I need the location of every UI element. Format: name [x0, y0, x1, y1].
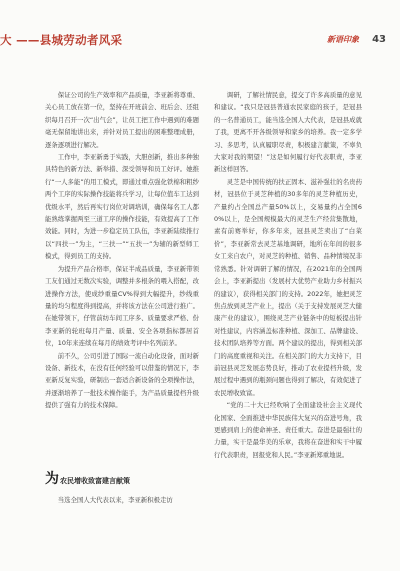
page-header — [0, 30, 400, 52]
paragraph: 当选全国人大代表以来，李亚新积极走访 — [57, 496, 173, 504]
page-number: 43 — [372, 34, 386, 45]
paragraph: 前不久，公司引进了国际一流自动化设备，面对新设备、新技术，在没有任何经验可以借鉴的情况下，李亚新反复实验，研制出一套适合新设备的全项操作法，并逐渐培养了一批技术操作能手，为产品质量提档升级提供了强有力的技术保障。 — [45, 351, 199, 410]
right-column — [214, 89, 362, 461]
subsection-title: 农民增收致富建言献策 — [60, 477, 130, 485]
paragraph: “党的二十大已经吹响了全面建设社会主义现代化国家、全面推进中华民族伟大复兴的奋进号角，我更感到肩上的使命神圣、责任重大。奋进是最强壮的力量，实干是最华美的乐章，我将在奋进和实干中履行代表职责，回报党和人民。”李亚新郑重地说。 — [214, 401, 362, 459]
paragraph: 为提升产品合格率，保证半成品质量，李亚新带领工友们通过无数次实验，调整并多根条的喂入搭配，改进操作方法，使成纱重量CV%得到大幅提升，纱线重量的均匀程度得到提高，并将该方法在公司进行推广。在她带领下，仔管前纺车间工序多、质量要求严格、份李亚新的轮班每月产量、质量、安全各项指标都居首位，10年来连续在每月的绩效考评中名列前茅。 — [45, 264, 199, 348]
paragraph: 灵芝是中国传统的扶正固本、滋补强壮的名贵药材，冠县位于灵芝种植的30多年的灵芝种植历史，产量约占全国总产量50%以上，交易量约占全国60%以上，是全国规模最大的灵芝生产经营集散地，素有前赛举好，你多年来，冠县灵芝卖出了“白菜价”，李亚新常去灵芝基地调研，地所在年间的很多女工来自农户，对灵芝的种植、销售、品种情境况非常熟悉。针对调研了解的情况，在2021年的全国两会上，李亚新提出（发展村大优势产业助力乡村振兴的建议），获得相关部门的支持。2022年，她把灵芝焦点放到灵芝产业上，提出（关于支持发展灵芝大健康产业的建议），围绕灵芝产业链条中的短板提出针对性建议，内容涵盖标准种植、深加工、品牌建设、技术团队培养等方面。两个建议的提出，得到相关部门的高度重视和关注。在相关部门的大力支持下，目前冠县灵芝发展态势良好，推动了农业提档升级，发展过程中遇到的瓶颈问题也得到了解决，有效促进了农民增收致富。 — [214, 177, 362, 397]
subsection-lead-character: 为 — [45, 471, 59, 487]
left-column — [45, 89, 199, 412]
subsection-heading — [45, 469, 199, 491]
left-column-continued — [45, 494, 199, 506]
section-banner-title: 大 ——县城劳动者风采 — [0, 33, 123, 47]
paragraph: 保证公司的生产效率和产品质量，李亚新将尊重、关心员工放在第一位，坚持在开班前会、班后会、还组织每月召开一次“出气会”，让员工把工作中遇到的难题毫无保留地讲出来，并针对员工提出的困难整理成册，逐条逐项进行解决。 — [45, 91, 199, 149]
paragraph: 调研，了解社情民意，提交了许多高质量的意见和建议。“我只是冠县普通农民家庭的孩子，是冠县的一名普通员工，能当选全国人大代表，是冠县成就了我，更离不开各级领导和家乡的培养。我一定多学习、多思考，认真履职尽责，积极建言献策，不辜负大家对我的期望！”这是如何履行好代表职责，李亚新这样回答。 — [214, 91, 362, 174]
paragraph: 工作中，李亚新勇于实践，大胆创新，推出多种独具特色的新方法、新举措、深受领导和员工好评。她推行“一人多能”的用工模式，即通过重点强化铁棉和粗纱两个工序的实际操作技能将兵学习，让每位值车工达到优级水平，然后再实行岗位对调培训，确保每名工人都能熟练掌握两至三道工序的操作技能，有效提高了工作效能。同时，为进一步稳定员工队伍，李亚新陆续推行以“四扶一”为主，“三扶一”“五扶一”为辅的新型师工模式，得到员工的支持。 — [45, 153, 199, 261]
column-brand: 新语印象 — [327, 35, 359, 44]
